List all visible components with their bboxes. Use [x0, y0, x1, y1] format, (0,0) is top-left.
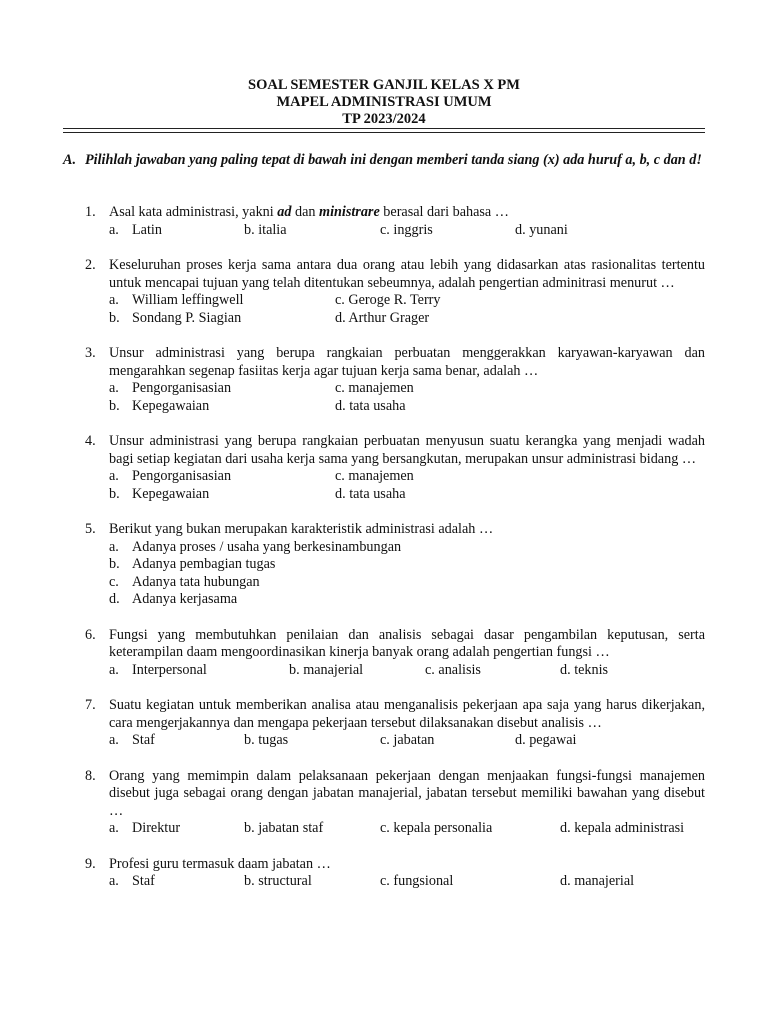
option-row: [85, 732, 705, 750]
option-d: d. manajerial: [560, 873, 635, 889]
option-c: c. fungsional: [380, 873, 454, 889]
option-row: [85, 468, 705, 486]
option-a: a. Staf: [109, 873, 155, 889]
option-c: c. inggris: [380, 221, 433, 238]
instruction-text: Pilihlah jawaban yang paling tepat di bawah ini dengan memberi tanda siang (x) ada huruf a, b, c dan d!: [85, 152, 702, 168]
question-text: Unsur administrasi yang berupa rangkaian perbuatan menggerakkan karyawan-karyawan dan mengarahkan segenap fasiitas kerja agar tujuan kerja sama benar, adalah …: [109, 345, 705, 379]
option-row: [85, 398, 705, 416]
question-2: [85, 257, 705, 327]
option-b: b. manajerial: [289, 661, 364, 678]
option-row: [85, 310, 705, 328]
question-number: 1.: [85, 204, 96, 220]
question-list: [85, 204, 705, 909]
question-5: [85, 521, 705, 609]
question-number: 4.: [85, 433, 96, 449]
option-d: d. teknis: [560, 661, 609, 678]
header-year: TP 2023/2024: [342, 111, 426, 127]
option-row: [85, 380, 705, 398]
question-text: Berikut yang bukan merupakan karakteristik administrasi adalah …: [109, 521, 494, 537]
option-row: [85, 222, 705, 240]
section-marker: A.: [63, 152, 77, 168]
option-c: c. analisis: [425, 661, 481, 678]
header-title: SOAL SEMESTER GANJIL KELAS X PM: [248, 77, 520, 93]
question-number: 8.: [85, 767, 96, 784]
option-row: [85, 292, 705, 310]
option-row: [85, 873, 705, 891]
option-c: c. Adanya tata hubungan: [109, 573, 260, 590]
option-b: b. Kepegawaian: [109, 485, 210, 502]
question-text: Unsur administrasi yang berupa rangkaian perbuatan menyusun suatu kerangka yang menjadi wadah bagi setiap kegiatan dari usaha kerja sama yang bersangkutan, merupakan unsur administrasi bidang …: [109, 433, 705, 467]
question-9: [85, 856, 705, 891]
option-a: a. William leffingwell: [109, 292, 244, 308]
option-a: a. Interpersonal: [109, 661, 207, 678]
option-b: b. Adanya pembagian tugas: [109, 556, 276, 572]
option-d: d. Adanya kerjasama: [109, 591, 238, 607]
option-c: c. manajemen: [335, 468, 414, 484]
option-d: d. tata usaha: [335, 397, 406, 414]
option-b: b. Kepegawaian: [109, 397, 210, 414]
option-b: b. italia: [244, 221, 287, 238]
option-a: a. Adanya proses / usaha yang berkesinambungan: [109, 538, 402, 555]
option-a: a. Pengorganisasian: [109, 380, 232, 396]
option-d: d. Arthur Grager: [335, 309, 430, 326]
option-c: c. manajemen: [335, 380, 414, 396]
option-row: [85, 820, 705, 838]
option-c: c. Geroge R. Terry: [335, 292, 441, 308]
option-c: c. kepala personalia: [380, 820, 493, 836]
option-a: a. Direktur: [109, 820, 181, 836]
option-b: b. jabatan staf: [244, 820, 324, 836]
option-a: a. Latin: [109, 221, 162, 238]
option-a: a. Staf: [109, 732, 155, 748]
question-number: 7.: [85, 697, 96, 713]
question-number: 2.: [85, 257, 96, 273]
question-number: 9.: [85, 855, 96, 872]
term-ministrare: ministrare: [319, 204, 380, 220]
option-c: c. jabatan: [380, 732, 435, 748]
question-7: [85, 697, 705, 750]
option-b: b. Sondang P. Siagian: [109, 309, 242, 326]
question-text: Keseluruhan proses kerja sama antara dua orang atau lebih yang didasarkan atas rasionalitas tertentu untuk mencapai tujuan yang telah ditentukan sebeumnya, adalah pengertian adminitrasi menurut …: [109, 257, 705, 291]
option-d: d. yunani: [515, 221, 568, 238]
header-subject: MAPEL ADMINISTRASI UMUM: [276, 94, 492, 110]
option-d: d. tata usaha: [335, 485, 406, 502]
question-6: [85, 627, 705, 680]
question-text: Orang yang memimpin dalam pelaksanaan pekerjaan dengan menjaakan fungsi-fungsi manajemen disebut juga sebagai orang dengan jabatan manajerial, jabatan tersebut memiliki bawahan yang disebut …: [109, 767, 705, 819]
question-1: [85, 204, 705, 239]
option-b: b. structural: [244, 873, 312, 889]
question-text: Suatu kegiatan untuk memberikan analisa atau menganalisis pekerjaan apa saja yang harus dikerjakan, cara mengerjakannya dan mengapa pekerjaan tersebut dilaksanakan disebut analisis …: [109, 697, 705, 731]
option-b: b. tugas: [244, 732, 289, 748]
option-a: a. Pengorganisasian: [109, 468, 232, 484]
question-3: [85, 345, 705, 415]
question-text: Profesi guru termasuk daam jabatan …: [109, 855, 331, 872]
question-8: [85, 768, 705, 838]
option-row: [85, 486, 705, 504]
option-d: d. pegawai: [515, 732, 577, 748]
term-ad: ad: [277, 204, 292, 220]
question-number: 6.: [85, 626, 96, 643]
question-number: 5.: [85, 521, 96, 537]
question-4: [85, 433, 705, 503]
document-header: [0, 77, 768, 128]
header-divider-bottom: [63, 132, 705, 133]
option-list: [85, 539, 705, 609]
header-divider-top: [63, 128, 705, 129]
question-text: Fungsi yang membutuhkan penilaian dan analisis sebagai dasar pengambilan keputusan, serta keterampilan daam mengoordinasikan kinerja banyak orang adalah pengertian fungsi …: [109, 626, 705, 660]
option-d: d. kepala administrasi: [560, 820, 685, 836]
question-number: 3.: [85, 345, 96, 361]
option-row: [85, 662, 705, 680]
question-text: Asal kata administrasi, yakni ad dan ministrare berasal dari bahasa …: [109, 204, 509, 220]
